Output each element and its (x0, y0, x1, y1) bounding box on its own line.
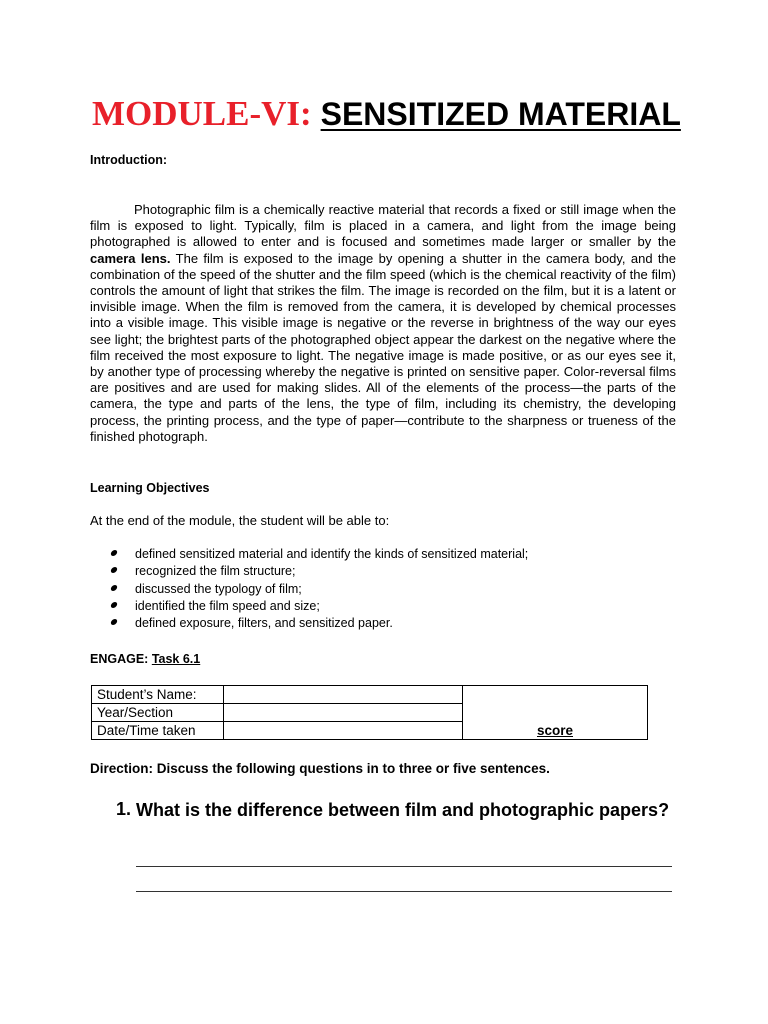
student-name-field[interactable] (224, 686, 463, 704)
module-number: MODULE-VI: (92, 94, 312, 133)
question-number: 1. (116, 799, 132, 819)
bullet-icon (110, 567, 118, 573)
student-info-table (91, 685, 648, 740)
objective-item (111, 581, 528, 598)
bullet-icon (110, 619, 118, 625)
learning-objectives-heading: Learning Objectives (90, 481, 210, 495)
objectives-lead: At the end of the module, the student will be able to: (90, 513, 390, 528)
year-section-label: Year/Section (92, 704, 224, 722)
objectives-list (111, 546, 528, 632)
task-label: Task 6.1 (151, 652, 201, 666)
student-name-label: Student’s Name: (92, 686, 224, 704)
answer-line[interactable] (136, 891, 672, 892)
score-label: score (536, 723, 574, 738)
table-row (92, 686, 648, 704)
bullet-icon (110, 585, 118, 591)
objective-item (111, 563, 528, 580)
introduction-text-part2: The film is exposed to the image by opening a shutter in the camera body, and the combination of the speed of the shutter and the film speed (which is the chemical reactivity of the film) controls the amount of light that strikes the film. The image is recorded on the film, but it is a latent or invisible image. When the film is removed from the camera, it is developed by chemical processes into a visible image. This visible image is negative or the reverse in brightness of the way our eyes see light; the brightest parts of the photographed object appear the darkest on the negative where the film received the most exposure to light. The negative image is made positive, or as our eyes see it, by another type of processing whereby the negative is printed on sensitive paper. Color-reversal films are positives and are used for making slides. All of the elements of the process—the parts of the camera, the type and parts of the lens, the type of film, including its chemistry, the developing process, the printing process, and the type of paper—contribute to the sharpness or trueness of the finished photograph. (90, 250, 676, 444)
introduction-paragraph (90, 202, 676, 445)
objective-text: defined exposure, filters, and sensitized paper. (135, 616, 393, 631)
year-section-field[interactable] (224, 704, 463, 722)
objective-text: discussed the typology of film; (135, 581, 302, 596)
answer-line[interactable] (136, 866, 672, 867)
objective-text: defined sensitized material and identify the kinds of sensitized material; (135, 547, 529, 561)
objective-item (111, 598, 528, 615)
objective-text: identified the film speed and size; (135, 598, 320, 613)
engage-label: ENGAGE: (90, 652, 152, 666)
module-topic: SENSITIZED MATERIAL (320, 96, 681, 132)
date-time-field[interactable] (224, 722, 463, 740)
bullet-icon (110, 550, 118, 556)
direction-text: Direction: Discuss the following questions in to three or five sentences. (90, 761, 550, 776)
camera-lens-term: camera lens. (90, 250, 171, 266)
introduction-heading: Introduction: (90, 153, 168, 167)
objective-item (111, 546, 528, 563)
objective-text: recognized the film structure; (135, 564, 296, 579)
date-time-label: Date/Time taken (92, 722, 224, 740)
bullet-icon (110, 602, 118, 608)
introduction-text-part1: Photographic film is a chemically reactive material that records a fixed or still image when the film is exposed to light. Typically, film is placed in a camera, and light from the image being photographed is allowed to enter and is focused and sometimes made larger or smaller by the (90, 202, 676, 250)
engage-heading (90, 651, 200, 667)
score-box[interactable] (463, 686, 648, 740)
objective-item (111, 615, 528, 632)
module-title (92, 92, 712, 136)
question-text: What is the difference between film and photographic papers? (136, 800, 670, 820)
